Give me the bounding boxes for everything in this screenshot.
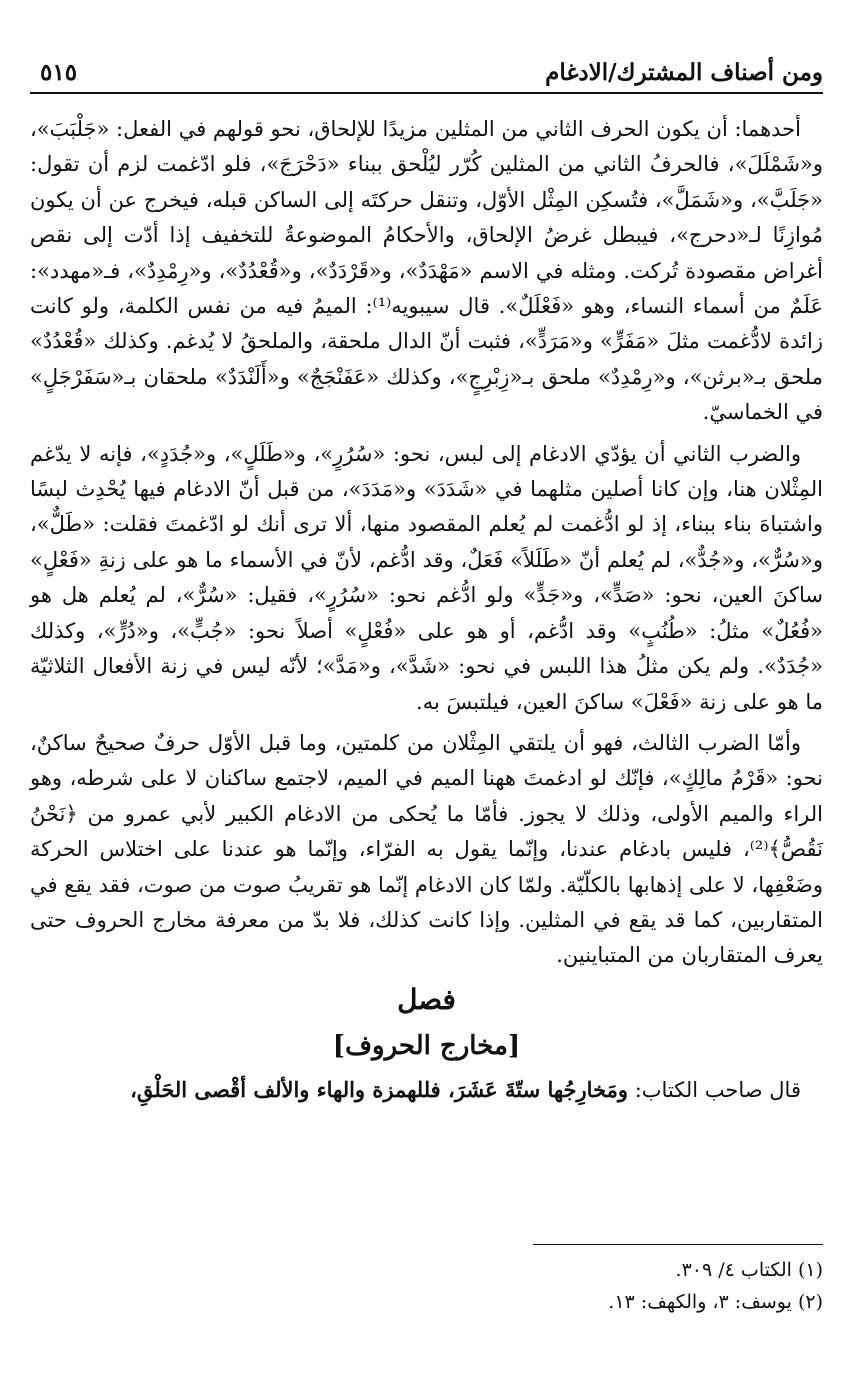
closing-quote: ومَخارِجُها ستّةَ عَشَرَ، فللهمزة والهاء والألف أقْصى الحَلْقِ، [130,1076,629,1102]
closing-paragraph [30,1072,823,1108]
section-title: فصل [397,982,456,1016]
footnotes [30,1254,823,1318]
paragraph-3: وأمّا الضرب الثالث، فهو أن يلتقي المِثْلان من كلمتين، وما قبل الأوّل حرفٌ صحيحٌ ساكنٌ، نحو: «قَرْمُ مالِكٍ»، فإنّك لو ادغمتَ ههنا الميم في الميم، لاجتمع ساكنان لا على شرطه، وهو الراء والميم الأولى، وذلك لا يجوز. فأمّا ما يُحكى من الادغام الكبير لأبي عمرو من ﴿نَحْنُ نَقُصُّ﴾⁽²⁾، فليس بادغام عندنا، وإنّما يقول به الفرّاء، وإنّما هو عندنا على اختلاس الحركة وضَعْفِها، لا على إذهابها بالكلّيّة. ولمّا كان الادغام إنّما هو تقريبُ صوت من صوت، فقد يقع في المتقاربين، كما قد يقع في المثلين. وإذا كانت كذلك، فلا بدّ من معرفة مخارج الحروف حتى يعرف المتقاربان من المتباينين. [30,730,823,968]
footnote-divider [533,1244,823,1245]
running-title: ومن أصناف المشترك/الادغام [545,59,823,86]
footnote-1: (١) الكتاب ٤/ ٣٠٩. [675,1259,823,1281]
paragraph-1: أحدهما: أن يكون الحرف الثاني من المثلين مزيدًا للإلحاق، نحو قولهم في الفعل: «جَلْبَبَ»، و«شَمْلَلَ»، فالحرفُ الثاني من المثلين كُرّر ليُلْحق ببناء «دَحْرَجَ»، فلو ادّغمت لزم أن تقول: «جَلَبَّ»، و«شَمَلَّ»، فتُسكِن المِثْل الأوّل، وتنقل حركتَه إلى الساكن قبله، فيخرج عن أن يكون مُوازِنًا لـ«دحرج»، فيبطل غرضُ الإلحاق، والأحكامُ الموضوعةُ للتخفيف إذا أدّت إلى نقص أغراض مقصودة تُركت. ومثله في الاسم «مَهْدَدٌ»، و«قَرْدَدٌ»، و«قُعْدُدٌ»، و«رِمْدِدٌ»، فـ«مهدد»: عَلَمٌ من أسماء النساء، وهو «فَعْلَلٌ». قال سيبويه⁽¹⁾: الميمُ فيه من نفس الكلمة، ولو كانت زائدة لادُّغمت مثلَ «مَفَرٍّ» و«مَرَدٍّ»، فثبت أنّ الدال ملحقة، والملحقُ لا يُدغم. وكذلك «قُعْدُدٌ» ملحق بـ«برثن»، و«رِمْدِدٌ» ملحق بـ«زِبْرِجٍ»، وكذلك «عَفَنْجَجٌ» و«أَلَنْدَدٌ» ملحقان بـ«سَفَرْجَلٍ» في الخماسيّ. [30,117,824,425]
main-text [30,112,823,1108]
closing-lead: قال صاحب الكتاب: [628,1077,801,1102]
running-head [30,52,823,94]
paragraph-2: والضرب الثاني أن يؤدّي الادغام إلى لبس، نحو: «سُرُرٍ»، و«طَلَلٍ»، و«جُدَدٍ»، فإنه لا يدّغم المِثْلان هنا، وإن كانا أصلين مثلهما في «شَدَدَ» و«مَدَدَ»، من قبل أنّ الادغام فيها يُحْدِث لبسًا واشتباهَ بناء ببناء، إذ لو ادُّغمت لم يُعلم المقصود منها، ألا ترى أنك لو ادّغمتَ فقلت: «طَلٌّ»، و«سُرٌّ»، و«جُدٌّ»، لم يُعلم أنّ «طَلَلاً» فَعَلٌ، وقد ادُّغم، لأنّ في الأسماء ما هو على زنةِ «فَعْلٍ» ساكنَ العين، نحو: «صَدٍّ»، و«جَدٍّ» ولو ادُّغم نحو: «سُرُرٍ»، فقيل: «سُرٌّ»، لم يُعلم هل هو «فُعُلٌ» مثلُ: «طُنُبٍ» وقد ادُّغم، أو هو على «فُعْلٍ» أصلاً نحو: «جُبٍّ»، و«دُرٍّ»، وكذلك «جُدَدٌ». ولم يكن مثلُ هذا اللبس في نحو: «شَدَّ»، و«مَدَّ»؛ لأنّه ليس في زنة الأفعال الثلاثيّة ما هو على زنة «فَعْلَ» ساكنَ العين، فيلتبسَ به. [30,441,823,714]
footnote-2: (٢) يوسف: ٣، والكهف: ١٣. [608,1291,823,1313]
page-number: ٥١٥ [40,59,78,86]
section-subtitle: [مخارج الحروف] [332,1030,521,1061]
